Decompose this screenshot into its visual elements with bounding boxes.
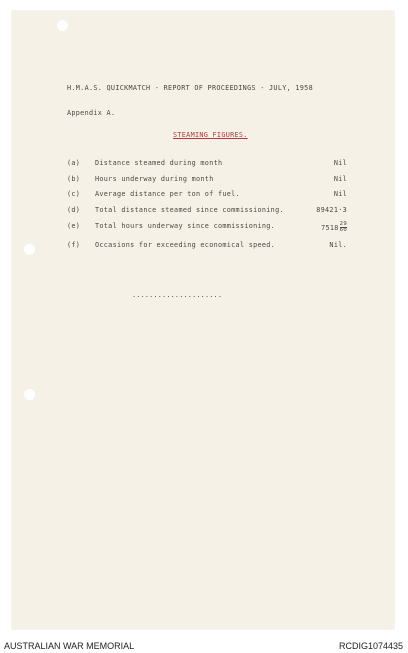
fraction [340, 222, 347, 234]
fraction-denominator: 60 [339, 227, 347, 234]
section-heading: STEAMING FIGURES. [173, 131, 248, 139]
list-item [67, 190, 347, 206]
item-description: Hours underway during month [95, 174, 214, 183]
list-item [67, 206, 347, 222]
end-marker: ..................... [132, 291, 223, 299]
item-value: 7518 [321, 223, 339, 232]
item-description: Total hours underway since commissioning. [95, 221, 276, 230]
item-value: Nil. [329, 241, 347, 250]
item-letter: (f) [67, 241, 81, 250]
item-description: Average distance per ton of fuel. [95, 190, 240, 199]
list-item [67, 241, 347, 257]
punch-hole [24, 389, 35, 400]
source-label: AUSTRALIAN WAR MEMORIAL [4, 641, 135, 651]
item-value: 89421·3 [316, 206, 347, 215]
list-item [67, 159, 347, 175]
item-value: Nil [333, 159, 347, 167]
list-item [67, 222, 347, 238]
item-description: Occasions for exceeding economical speed. [95, 241, 276, 250]
item-description: Total distance steamed since commissioning. [95, 206, 284, 215]
item-letter: (c) [67, 190, 81, 199]
item-letter: (e) [67, 221, 81, 230]
item-value: Nil [333, 174, 347, 183]
item-value: Nil [333, 190, 347, 199]
appendix-label: Appendix A. [67, 109, 116, 117]
reference-id: RCDIG1074435 [338, 641, 403, 651]
fraction-numerator: 29 [339, 220, 347, 227]
item-letter: (a) [67, 159, 81, 167]
report-title: H.M.A.S. QUICKMATCH - REPORT OF PROCEEDINGS - JULY, 1958 [67, 84, 313, 92]
punch-hole [57, 20, 68, 31]
item-description: Distance steamed during month [95, 159, 223, 167]
steaming-figures-list [67, 159, 347, 257]
item-letter: (d) [67, 206, 81, 215]
document-page [12, 11, 394, 629]
punch-hole [24, 244, 35, 255]
list-item [67, 175, 347, 191]
item-value-with-fraction [321, 222, 347, 234]
item-letter: (b) [67, 174, 81, 183]
